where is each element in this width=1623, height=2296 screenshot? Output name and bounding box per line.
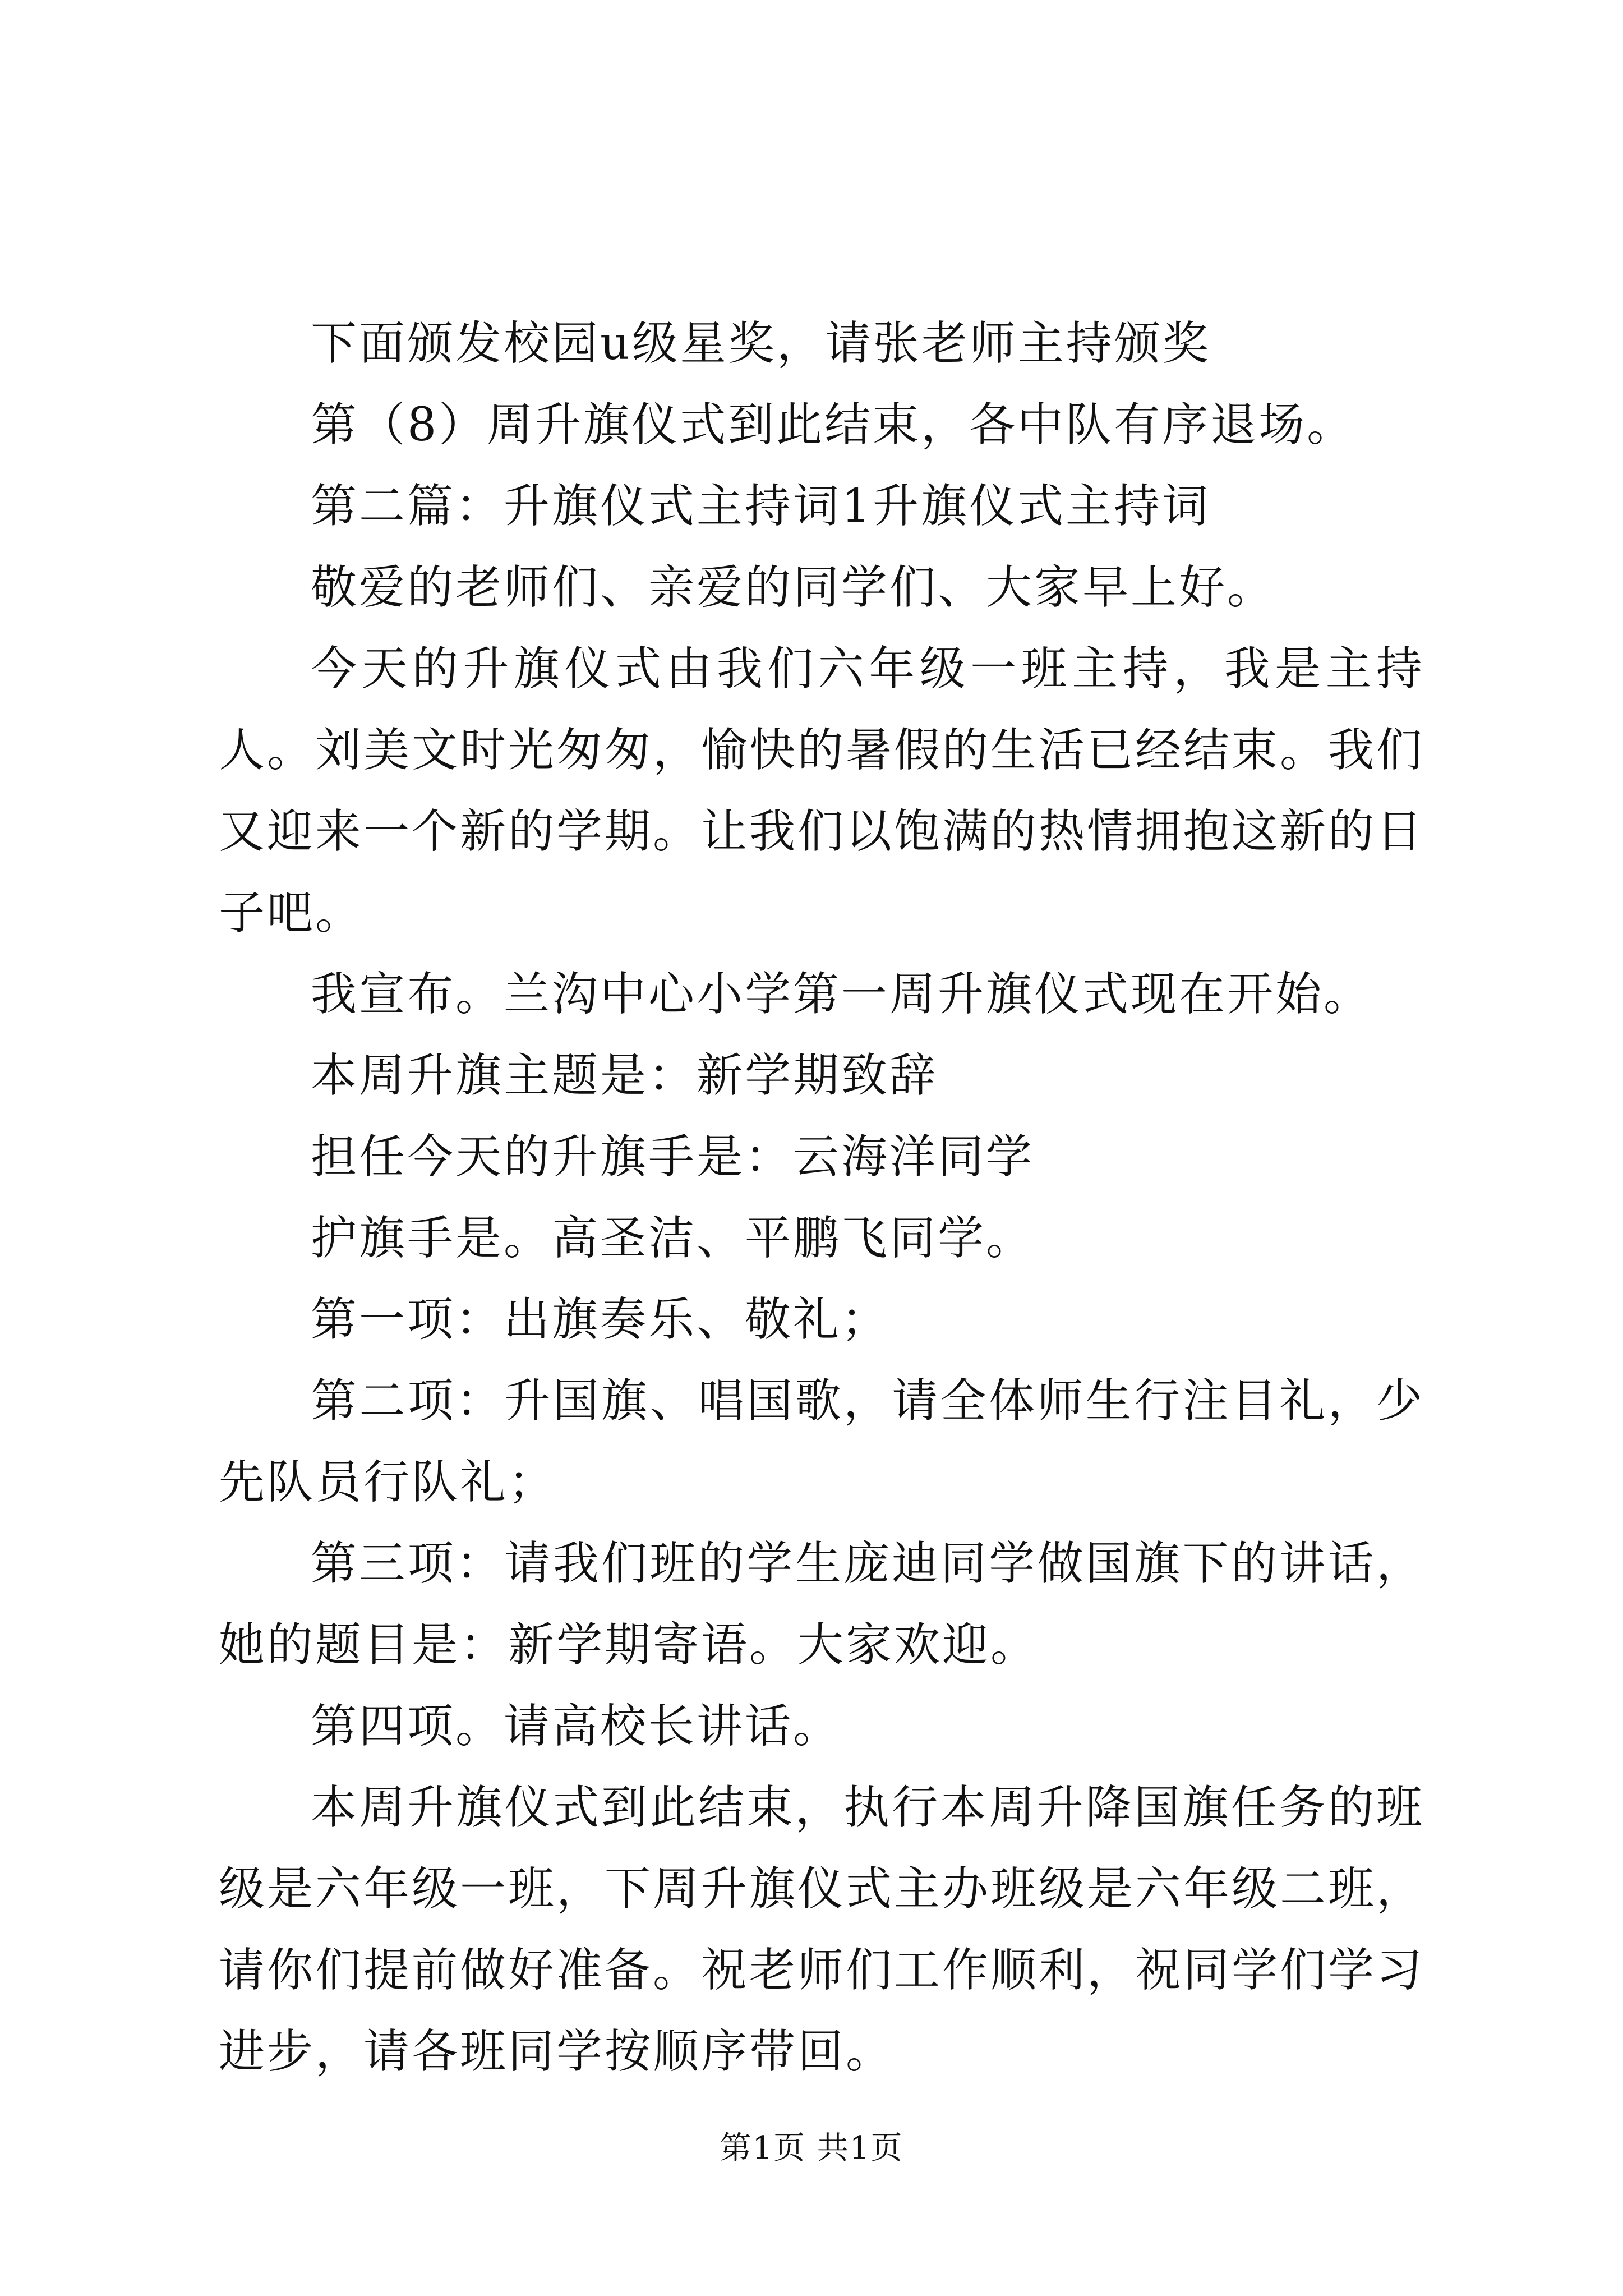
- paragraph: 第三项：请我们班的学生庞迪同学做国旗下的讲话，她的题目是：新学期寄语。大家欢迎。: [219, 1537, 1424, 1672]
- paragraph: 下面颁发校园u级星奖，请张老师主持颁奖: [311, 317, 1211, 370]
- paragraph: 我宣布。兰沟中心小学第一周升旗仪式现在开始。: [311, 968, 1372, 1021]
- paragraph: 本周升旗主题是：新学期致辞: [311, 1049, 938, 1102]
- document-body: [219, 303, 1424, 2092]
- page-number-footer: 第1页 共1页: [720, 2130, 903, 2166]
- paragraph: 第一项：出旗奏乐、敬礼；: [311, 1293, 890, 1346]
- paragraph: 第二项：升国旗、唱国歌，请全体师生行注目礼，少先队员行队礼；: [219, 1374, 1424, 1509]
- paragraph: 护旗手是。高圣洁、平鹏飞同学。: [311, 1212, 1035, 1265]
- paragraph: 本周升旗仪式到此结束，执行本周升降国旗任务的班级是六年级一班，下周升旗仪式主办班级是六年级二班，请你们提前做好准备。祝老师们工作顺利，祝同学们学习进步，请各班同学按顺序带回。: [219, 1781, 1425, 2078]
- paragraph: 担任今天的升旗手是：云海洋同学: [311, 1130, 1035, 1184]
- paragraph: 第四项。请高校长讲话。: [311, 1700, 842, 1753]
- paragraph: 敬爱的老师们、亲爱的同学们、大家早上好。: [311, 561, 1276, 614]
- paragraph: 第（8）周升旗仪式到此结束，各中队有序退场。: [311, 398, 1355, 452]
- paragraph: 第二篇：升旗仪式主持词1升旗仪式主持词: [311, 480, 1211, 533]
- paragraph: 今天的升旗仪式由我们六年级一班主持，我是主持人。刘美文时光匆匆，愉快的暑假的生活已经结束。我们又迎来一个新的学期。让我们以饱满的热情拥抱这新的日子吧。: [219, 642, 1425, 940]
